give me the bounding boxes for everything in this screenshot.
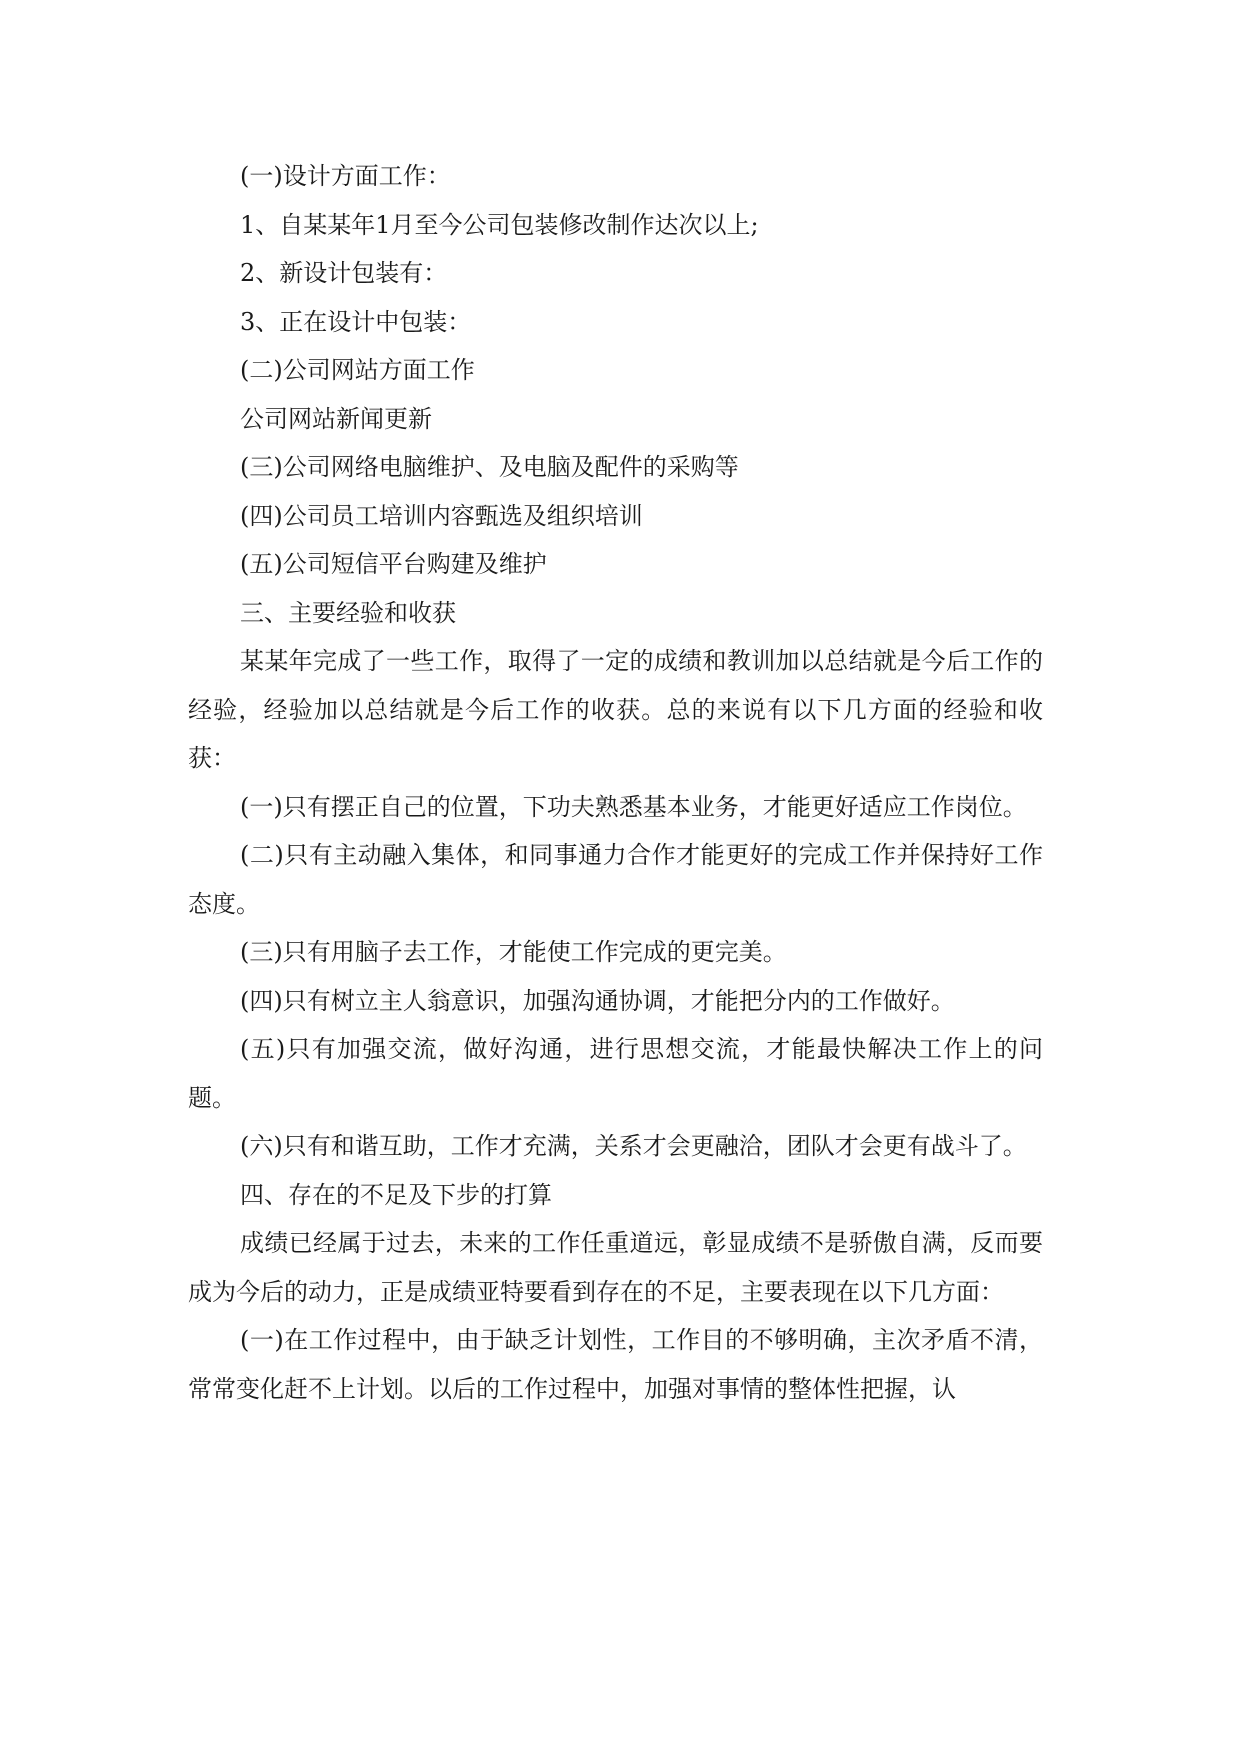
paragraph-staff-training: (四)公司员工培训内容甄选及组织培训 xyxy=(240,501,643,530)
paragraph-design-heading: (一)设计方面工作： xyxy=(240,162,451,190)
paragraph-shortcoming-1: (一)在工作过程中，由于缺乏计划性，工作目的不够明确，主次矛盾不清，常常变化赶不上计划。以后的工作过程中，加强对事情的整体性把握，认 xyxy=(188,1326,1043,1403)
paragraph-experience-6: (六)只有和谐互助，工作才充满，关系才会更融洽，团队才会更有战斗了。 xyxy=(240,1132,1027,1160)
paragraph-website-heading: (二)公司网站方面工作 xyxy=(240,356,475,384)
paragraph-experience-4: (四)只有树立主人翁意识，加强沟通协调，才能把分内的工作做好。 xyxy=(240,986,955,1015)
paragraph-experience-2: (二)只有主动融入集体，和同事通力合作才能更好的完成工作并保持好工作态度。 xyxy=(188,841,1043,918)
paragraph-item-1: 1、自某某年1月至今公司包装修改制作达次以上; xyxy=(240,210,759,239)
paragraph-shortcomings-intro: 成绩已经属于过去，未来的工作任重道远，彰显成绩不是骄傲自满，反而要成为今后的动力，正是成绩亚特要看到存在的不足，主要表现在以下几方面： xyxy=(188,1229,1043,1306)
paragraph-experience-intro: 某某年完成了一些工作，取得了一定的成绩和教训加以总结就是今后工作的经验，经验加以总结就是今后工作的收获。总的来说有以下几方面的经验和收获： xyxy=(188,647,1043,772)
paragraph-network-maintenance: (三)公司网络电脑维护、及电脑及配件的采购等 xyxy=(240,453,739,481)
paragraph-item-2: 2、新设计包装有： xyxy=(240,259,448,287)
section-heading-shortcomings: 四、存在的不足及下步的打算 xyxy=(240,1180,552,1209)
document-body xyxy=(188,152,1043,1413)
paragraph-experience-5: (五)只有加强交流，做好沟通，进行思想交流，才能最快解决工作上的问题。 xyxy=(188,1035,1043,1112)
paragraph-sms-platform: (五)公司短信平台购建及维护 xyxy=(240,550,547,578)
paragraph-experience-1: (一)只有摆正自己的位置，下功夫熟悉基本业务，才能更好适应工作岗位。 xyxy=(240,792,1027,821)
section-heading-experience: 三、主要经验和收获 xyxy=(240,598,456,627)
paragraph-item-3: 3、正在设计中包装： xyxy=(240,307,472,336)
paragraph-experience-3: (三)只有用脑子去工作，才能使工作完成的更完美。 xyxy=(240,938,787,966)
paragraph-website-news: 公司网站新闻更新 xyxy=(240,404,432,433)
